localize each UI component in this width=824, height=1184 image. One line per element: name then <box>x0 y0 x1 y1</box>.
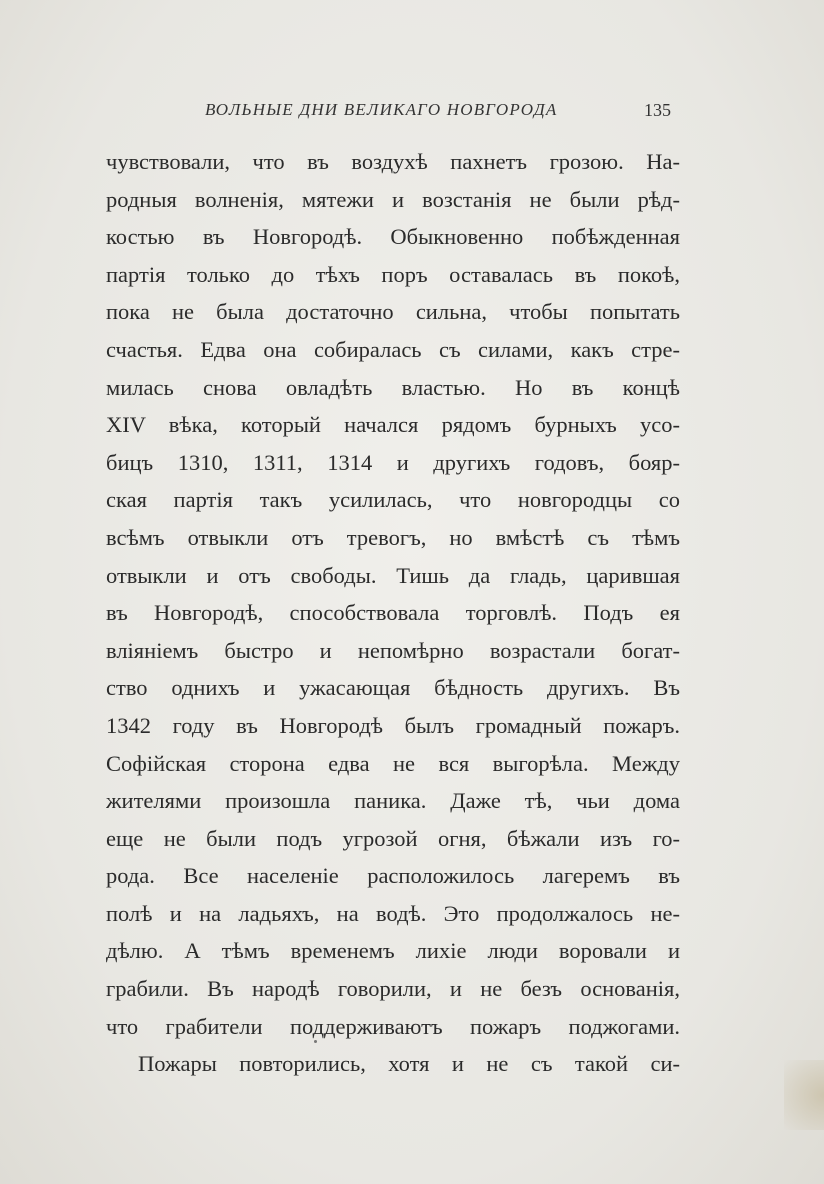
text-line: полѣ и на ладьяхъ, на водѣ. Это продолжалось не- <box>106 900 680 926</box>
text-line: родныя волненія, мятежи и возстанія не были рѣд- <box>106 186 680 212</box>
text-line: XIV вѣка, который начался рядомъ бурныхъ усо- <box>106 412 680 438</box>
text-line: отвыкли и отъ свободы. Тишь да гладь, царившая <box>106 562 680 588</box>
paragraph-start-line: Пожары повторились, хотя и не съ такой си- <box>138 1051 680 1077</box>
text-line: жителями произошла паника. Даже тѣ, чьи дома <box>106 788 680 814</box>
text-line: всѣмъ отвыкли отъ тревогъ, но вмѣстѣ съ тѣмъ <box>106 524 680 550</box>
paper-stain <box>784 1060 824 1130</box>
text-line: бицъ 1310, 1311, 1314 и другихъ годовъ, бояр- <box>106 449 680 475</box>
text-line: грабили. Въ народѣ говорили, и не безъ основанія, <box>106 976 680 1002</box>
text-line: въ Новгородѣ, способствовала торговлѣ. Подъ ея <box>106 600 680 626</box>
text-line: дѣлю. А тѣмъ временемъ лихіе люди воровали и <box>106 938 680 964</box>
text-line: еще не были подъ угрозой огня, бѣжали изъ го- <box>106 825 680 851</box>
paper-speck <box>314 1040 317 1043</box>
text-line: счастья. Едва она собиралась съ силами, какъ стре- <box>106 336 680 362</box>
text-line: костью въ Новгородѣ. Обыкновенно побѣжденная <box>106 224 680 250</box>
text-line: пока не была достаточно сильна, чтобы попытать <box>106 299 680 325</box>
text-line: рода. Все населеніе расположилось лагеремъ въ <box>106 863 680 889</box>
text-line: милась снова овладѣть властью. Но въ концѣ <box>106 374 680 400</box>
text-line: партія только до тѣхъ поръ оставалась въ покоѣ, <box>106 261 680 287</box>
page-number: 135 <box>644 100 671 120</box>
text-line: ская партія такъ усилилась, что новгородцы со <box>106 487 680 513</box>
text-line: вліяніемъ быстро и непомѣрно возрастали богат- <box>106 637 680 663</box>
text-line: ство однихъ и ужасающая бѣдность другихъ. Въ <box>106 675 680 701</box>
text-line: что грабители поддерживаютъ пожаръ поджогами. <box>106 1013 680 1039</box>
running-title: ВОЛЬНЫЕ ДНИ ВЕЛИКАГО НОВГОРОДА <box>205 100 558 119</box>
body-text <box>106 143 680 1083</box>
text-line: Софійская сторона едва не вся выгорѣла. Между <box>106 750 680 776</box>
text-line: чувствовали, что въ воздухѣ пахнетъ грозою. На- <box>106 149 680 174</box>
text-line: 1342 году въ Новгородѣ былъ громадный пожаръ. <box>106 712 680 738</box>
